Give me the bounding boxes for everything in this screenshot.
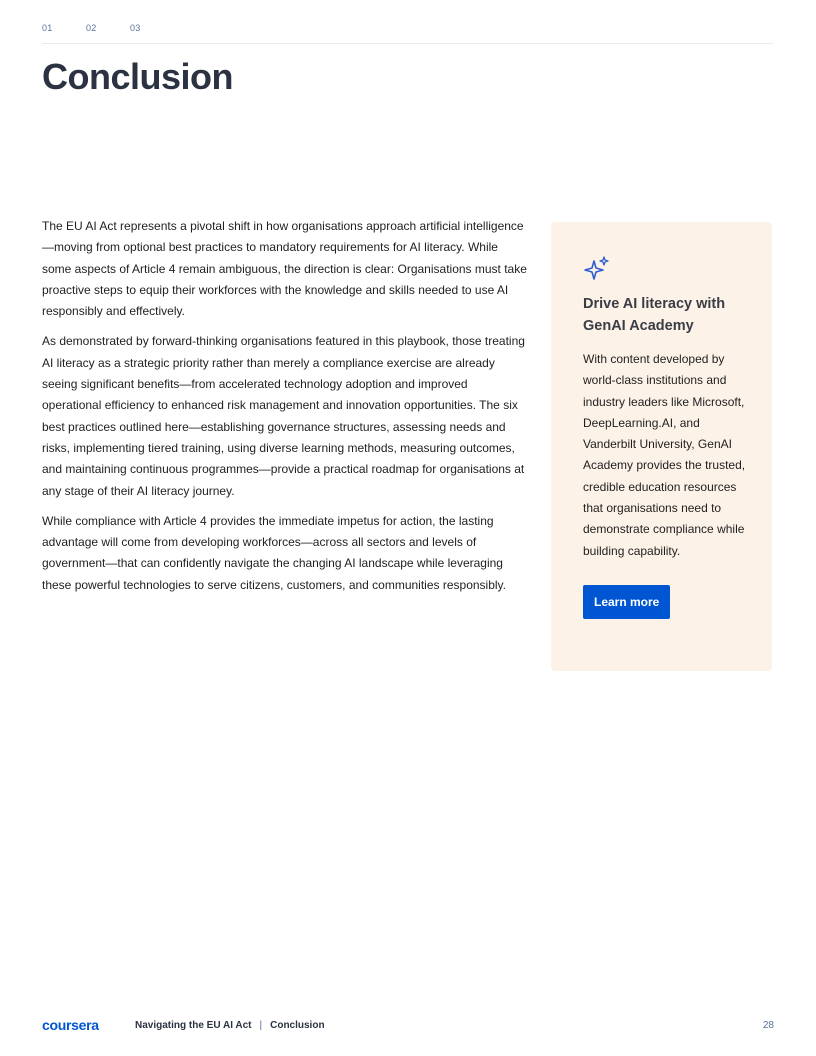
section-nav [42,23,773,44]
body-paragraph-3: While compliance with Article 4 provides the immediate impetus for action, the lasting advantage will come from developing workforces—across all sectors and levels of government—that can confidently navigate the changing AI landscape while leveraging these powerful technologies to serve citizens, customers, and communities responsibly. [42,513,506,592]
footer-doc-title: Navigating the EU AI Act [135,1020,252,1031]
body-text [42,216,530,605]
callout-title: Drive AI literacy with GenAI Academy [583,296,726,334]
body-paragraph-2: As demonstrated by forward-thinking organisations featured in this playbook, those treating AI literacy as a strategic priority rather than merely a compliance exercise are already seeing significant benefits—from accelerated technology adoption and improved operational efficiency to enhanced risk management and innovation opportunities. The six best practices outlined here—establishing governance structures, assessing needs and risks, implementing tiered training, using diverse learning methods, measuring outcomes, and maintaining continuous programmes—provide a practical roadmap for organisations at any stage of their AI literacy journey. [42,334,525,498]
genai-academy-callout [551,222,772,671]
footer-separator: | [259,1020,263,1031]
body-paragraph-1: The EU AI Act represents a pivotal shift in how organisations approach artificial intelligence—moving from optional best practices to mandatory requirements for AI literacy. While some aspects of Article 4 remain ambiguous, the direction is clear: Organisations must take proactive steps to equip their workforces with the knowledge and skills needed to use AI responsibly and effectively. [42,219,527,319]
coursera-logo[interactable]: coursera [42,1017,99,1033]
footer-section: Conclusion [270,1020,325,1031]
page-number: 28 [762,1020,774,1031]
section-link-02[interactable]: 02 [86,23,97,33]
footer-breadcrumb [135,1020,325,1031]
section-link-01[interactable]: 01 [42,23,53,33]
learn-more-button[interactable]: Learn more [583,585,670,619]
section-link-03[interactable]: 03 [130,23,141,33]
sparkle-icon [583,255,611,283]
callout-text: With content developed by world-class institutions and industry leaders like Microsoft, DeepLearning.AI, and Vanderbilt University, GenAI Academy provides the trusted, credible education resources that organisations need to demonstrate compliance while building capability. [583,352,746,558]
page-title: Conclusion [42,56,233,97]
